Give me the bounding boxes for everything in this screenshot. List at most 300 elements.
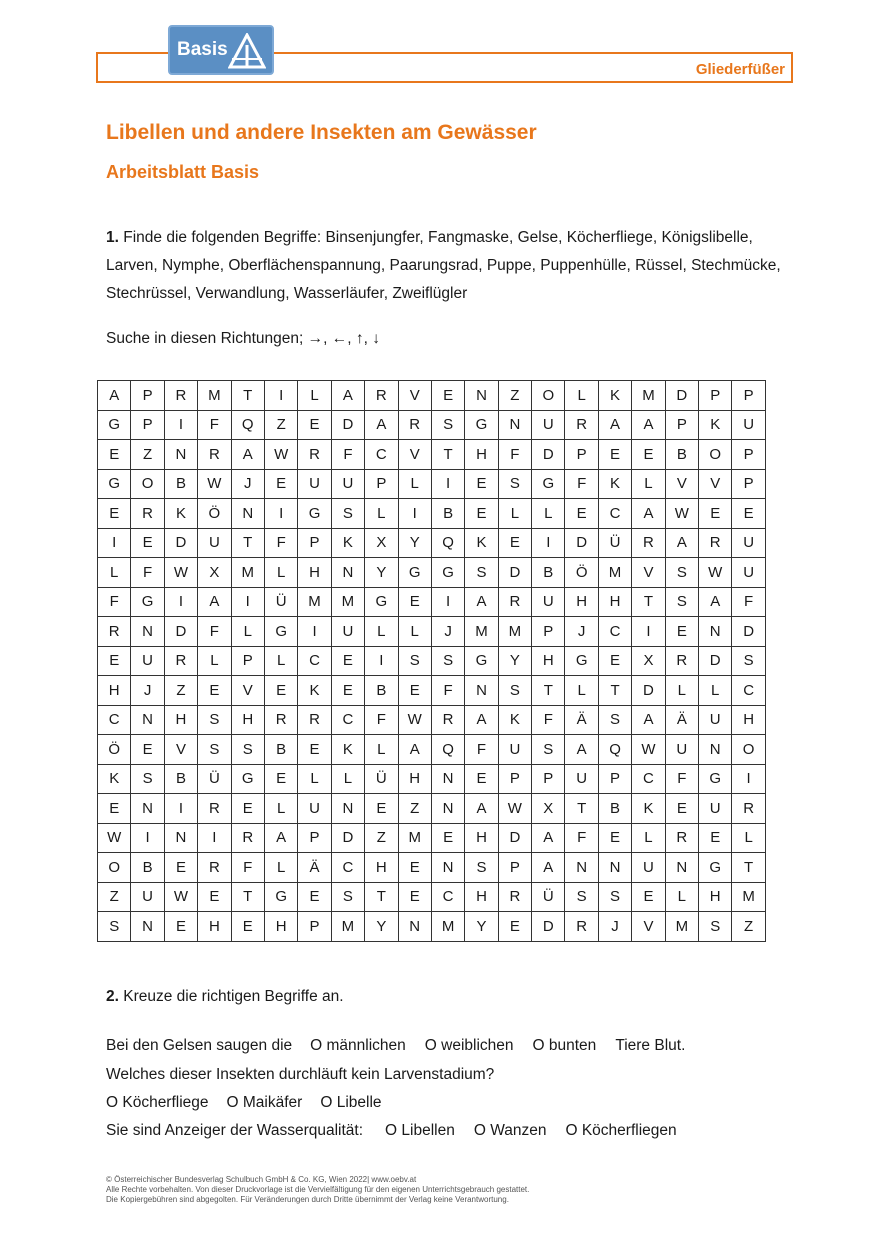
grid-cell[interactable]: S <box>431 646 464 676</box>
grid-cell[interactable]: A <box>665 528 698 558</box>
grid-cell[interactable]: F <box>198 617 231 647</box>
grid-cell[interactable]: G <box>365 587 398 617</box>
grid-cell[interactable]: N <box>465 676 498 706</box>
grid-cell[interactable]: U <box>565 764 598 794</box>
grid-cell[interactable]: M <box>632 381 665 411</box>
grid-cell[interactable]: P <box>665 410 698 440</box>
grid-cell[interactable]: T <box>365 882 398 912</box>
grid-cell[interactable]: E <box>431 823 464 853</box>
grid-cell[interactable]: A <box>699 587 732 617</box>
grid-cell[interactable]: R <box>164 381 197 411</box>
grid-cell[interactable]: G <box>565 646 598 676</box>
grid-cell[interactable]: H <box>264 912 297 942</box>
grid-cell[interactable]: M <box>665 912 698 942</box>
grid-cell[interactable]: P <box>598 764 631 794</box>
grid-cell[interactable]: E <box>598 646 631 676</box>
grid-cell[interactable]: L <box>532 499 565 529</box>
grid-cell[interactable]: I <box>431 469 464 499</box>
grid-cell[interactable]: I <box>365 646 398 676</box>
grid-cell[interactable]: N <box>131 705 164 735</box>
grid-cell[interactable]: A <box>532 853 565 883</box>
grid-cell[interactable]: N <box>498 410 531 440</box>
grid-cell[interactable]: N <box>398 912 431 942</box>
grid-cell[interactable]: R <box>565 912 598 942</box>
grid-cell[interactable]: E <box>298 735 331 765</box>
grid-cell[interactable]: G <box>431 558 464 588</box>
grid-cell[interactable]: T <box>231 882 264 912</box>
grid-cell[interactable]: F <box>565 469 598 499</box>
grid-cell[interactable]: K <box>164 499 197 529</box>
grid-cell[interactable]: E <box>398 676 431 706</box>
grid-cell[interactable]: X <box>365 528 398 558</box>
grid-cell[interactable]: P <box>565 440 598 470</box>
grid-cell[interactable]: R <box>431 705 464 735</box>
grid-cell[interactable]: E <box>632 882 665 912</box>
grid-cell[interactable]: A <box>565 735 598 765</box>
grid-cell[interactable]: S <box>598 705 631 735</box>
grid-cell[interactable]: Ü <box>198 764 231 794</box>
grid-cell[interactable]: U <box>198 528 231 558</box>
grid-cell[interactable]: H <box>732 705 765 735</box>
grid-cell[interactable]: E <box>665 617 698 647</box>
grid-cell[interactable]: L <box>699 676 732 706</box>
grid-cell[interactable]: N <box>598 853 631 883</box>
grid-cell[interactable]: D <box>331 410 364 440</box>
grid-cell[interactable]: F <box>431 676 464 706</box>
grid-cell[interactable]: X <box>532 794 565 824</box>
grid-cell[interactable]: K <box>498 705 531 735</box>
grid-cell[interactable]: P <box>732 440 765 470</box>
grid-cell[interactable]: P <box>298 823 331 853</box>
grid-cell[interactable]: C <box>598 499 631 529</box>
grid-cell[interactable]: N <box>565 853 598 883</box>
grid-cell[interactable]: F <box>498 440 531 470</box>
grid-cell[interactable]: T <box>431 440 464 470</box>
grid-cell[interactable]: E <box>598 823 631 853</box>
grid-cell[interactable]: R <box>198 794 231 824</box>
grid-cell[interactable]: P <box>231 646 264 676</box>
grid-cell[interactable]: L <box>498 499 531 529</box>
grid-cell[interactable]: M <box>298 587 331 617</box>
grid-cell[interactable]: P <box>131 381 164 411</box>
grid-cell[interactable]: C <box>331 853 364 883</box>
grid-cell[interactable]: B <box>665 440 698 470</box>
grid-cell[interactable]: H <box>398 764 431 794</box>
grid-cell[interactable]: E <box>331 646 364 676</box>
grid-cell[interactable]: R <box>565 410 598 440</box>
grid-cell[interactable]: N <box>131 794 164 824</box>
grid-cell[interactable]: F <box>231 853 264 883</box>
grid-cell[interactable]: E <box>365 794 398 824</box>
grid-cell[interactable]: Z <box>264 410 297 440</box>
grid-cell[interactable]: L <box>231 617 264 647</box>
grid-cell[interactable]: E <box>431 381 464 411</box>
grid-cell[interactable]: Ö <box>198 499 231 529</box>
grid-cell[interactable]: W <box>699 558 732 588</box>
grid-cell[interactable]: R <box>298 705 331 735</box>
grid-cell[interactable]: O <box>131 469 164 499</box>
grid-cell[interactable]: U <box>131 882 164 912</box>
grid-cell[interactable]: E <box>331 676 364 706</box>
grid-cell[interactable]: A <box>632 410 665 440</box>
grid-cell[interactable]: R <box>699 528 732 558</box>
option-maennlichen[interactable]: O männlichen <box>310 1037 406 1054</box>
grid-cell[interactable]: R <box>498 882 531 912</box>
grid-cell[interactable]: B <box>264 735 297 765</box>
grid-cell[interactable]: U <box>331 617 364 647</box>
grid-cell[interactable]: Y <box>498 646 531 676</box>
grid-cell[interactable]: N <box>164 440 197 470</box>
grid-cell[interactable]: G <box>465 410 498 440</box>
grid-cell[interactable]: N <box>331 558 364 588</box>
grid-cell[interactable]: U <box>699 705 732 735</box>
grid-cell[interactable]: E <box>231 794 264 824</box>
grid-cell[interactable]: B <box>164 469 197 499</box>
grid-cell[interactable]: Z <box>732 912 765 942</box>
grid-cell[interactable]: V <box>632 912 665 942</box>
grid-cell[interactable]: Ü <box>532 882 565 912</box>
grid-cell[interactable]: W <box>164 882 197 912</box>
grid-cell[interactable]: H <box>598 587 631 617</box>
grid-cell[interactable]: Z <box>164 676 197 706</box>
grid-cell[interactable]: Ü <box>264 587 297 617</box>
grid-cell[interactable]: P <box>498 853 531 883</box>
grid-cell[interactable]: G <box>398 558 431 588</box>
grid-cell[interactable]: F <box>131 558 164 588</box>
grid-cell[interactable]: I <box>164 410 197 440</box>
grid-cell[interactable]: J <box>131 676 164 706</box>
grid-cell[interactable]: E <box>465 499 498 529</box>
grid-cell[interactable]: W <box>198 469 231 499</box>
grid-cell[interactable]: S <box>331 499 364 529</box>
grid-cell[interactable]: C <box>732 676 765 706</box>
grid-cell[interactable]: L <box>398 469 431 499</box>
grid-cell[interactable]: Z <box>98 882 131 912</box>
grid-cell[interactable]: L <box>565 676 598 706</box>
grid-cell[interactable]: S <box>198 705 231 735</box>
grid-cell[interactable]: Z <box>365 823 398 853</box>
grid-cell[interactable]: L <box>264 646 297 676</box>
grid-cell[interactable]: Ö <box>98 735 131 765</box>
grid-cell[interactable]: E <box>298 882 331 912</box>
grid-cell[interactable]: E <box>498 912 531 942</box>
grid-cell[interactable]: Z <box>498 381 531 411</box>
grid-cell[interactable]: G <box>131 587 164 617</box>
grid-cell[interactable]: P <box>365 469 398 499</box>
grid-cell[interactable]: U <box>298 794 331 824</box>
grid-cell[interactable]: U <box>732 528 765 558</box>
grid-cell[interactable]: H <box>164 705 197 735</box>
grid-cell[interactable]: R <box>732 794 765 824</box>
grid-cell[interactable]: W <box>632 735 665 765</box>
option-koecherfliegen[interactable]: O Köcherfliegen <box>565 1122 677 1139</box>
grid-cell[interactable]: K <box>465 528 498 558</box>
grid-cell[interactable]: S <box>699 912 732 942</box>
grid-cell[interactable]: K <box>699 410 732 440</box>
grid-cell[interactable]: S <box>498 676 531 706</box>
grid-cell[interactable]: A <box>598 410 631 440</box>
grid-cell[interactable]: U <box>532 410 565 440</box>
grid-cell[interactable]: S <box>465 853 498 883</box>
grid-cell[interactable]: B <box>532 558 565 588</box>
grid-cell[interactable]: E <box>264 469 297 499</box>
grid-cell[interactable]: G <box>699 853 732 883</box>
grid-cell[interactable]: U <box>665 735 698 765</box>
grid-cell[interactable]: J <box>598 912 631 942</box>
grid-cell[interactable]: N <box>431 794 464 824</box>
grid-cell[interactable]: S <box>732 646 765 676</box>
grid-cell[interactable]: M <box>331 912 364 942</box>
grid-cell[interactable]: S <box>532 735 565 765</box>
grid-cell[interactable]: E <box>131 528 164 558</box>
grid-cell[interactable]: D <box>665 381 698 411</box>
grid-cell[interactable]: F <box>465 735 498 765</box>
grid-cell[interactable]: E <box>98 440 131 470</box>
grid-cell[interactable]: U <box>331 469 364 499</box>
grid-cell[interactable]: R <box>164 646 197 676</box>
grid-cell[interactable]: H <box>365 853 398 883</box>
grid-cell[interactable]: F <box>565 823 598 853</box>
grid-cell[interactable]: N <box>131 617 164 647</box>
grid-cell[interactable]: A <box>231 440 264 470</box>
grid-cell[interactable]: E <box>465 469 498 499</box>
grid-cell[interactable]: E <box>398 882 431 912</box>
grid-cell[interactable]: F <box>365 705 398 735</box>
grid-cell[interactable]: O <box>732 735 765 765</box>
grid-cell[interactable]: M <box>198 381 231 411</box>
grid-cell[interactable]: P <box>131 410 164 440</box>
grid-cell[interactable]: V <box>632 558 665 588</box>
grid-cell[interactable]: L <box>565 381 598 411</box>
grid-cell[interactable]: R <box>365 381 398 411</box>
grid-cell[interactable]: A <box>331 381 364 411</box>
grid-cell[interactable]: L <box>365 735 398 765</box>
grid-cell[interactable]: Ü <box>365 764 398 794</box>
grid-cell[interactable]: A <box>98 381 131 411</box>
grid-cell[interactable]: B <box>431 499 464 529</box>
grid-cell[interactable]: K <box>598 469 631 499</box>
grid-cell[interactable]: I <box>264 499 297 529</box>
grid-cell[interactable]: L <box>264 794 297 824</box>
option-weiblichen[interactable]: O weiblichen <box>424 1037 514 1054</box>
grid-cell[interactable]: P <box>699 381 732 411</box>
grid-cell[interactable]: N <box>699 617 732 647</box>
grid-cell[interactable]: L <box>665 676 698 706</box>
grid-cell[interactable]: H <box>465 882 498 912</box>
grid-cell[interactable]: R <box>198 853 231 883</box>
grid-cell[interactable]: K <box>331 735 364 765</box>
grid-cell[interactable]: R <box>298 440 331 470</box>
grid-cell[interactable]: E <box>565 499 598 529</box>
grid-cell[interactable]: N <box>665 853 698 883</box>
grid-cell[interactable]: D <box>164 617 197 647</box>
grid-cell[interactable]: D <box>331 823 364 853</box>
grid-cell[interactable]: E <box>98 499 131 529</box>
grid-cell[interactable]: C <box>98 705 131 735</box>
grid-cell[interactable]: H <box>532 646 565 676</box>
grid-cell[interactable]: S <box>498 469 531 499</box>
grid-cell[interactable]: I <box>131 823 164 853</box>
grid-cell[interactable]: P <box>498 764 531 794</box>
grid-cell[interactable]: L <box>732 823 765 853</box>
grid-cell[interactable]: E <box>164 912 197 942</box>
grid-cell[interactable]: G <box>231 764 264 794</box>
grid-cell[interactable]: I <box>164 587 197 617</box>
grid-cell[interactable]: G <box>699 764 732 794</box>
grid-cell[interactable]: N <box>131 912 164 942</box>
grid-cell[interactable]: C <box>365 440 398 470</box>
grid-cell[interactable]: Q <box>598 735 631 765</box>
grid-cell[interactable]: S <box>398 646 431 676</box>
grid-cell[interactable]: X <box>632 646 665 676</box>
grid-cell[interactable]: L <box>632 823 665 853</box>
grid-cell[interactable]: R <box>98 617 131 647</box>
grid-cell[interactable]: S <box>198 735 231 765</box>
grid-cell[interactable]: U <box>632 853 665 883</box>
grid-cell[interactable]: U <box>298 469 331 499</box>
grid-cell[interactable]: E <box>198 882 231 912</box>
grid-cell[interactable]: M <box>598 558 631 588</box>
grid-cell[interactable]: G <box>264 617 297 647</box>
grid-cell[interactable]: D <box>532 912 565 942</box>
grid-cell[interactable]: T <box>532 676 565 706</box>
grid-cell[interactable]: F <box>331 440 364 470</box>
grid-cell[interactable]: G <box>298 499 331 529</box>
grid-cell[interactable]: H <box>231 705 264 735</box>
grid-cell[interactable]: I <box>164 794 197 824</box>
grid-cell[interactable]: E <box>131 735 164 765</box>
grid-cell[interactable]: R <box>131 499 164 529</box>
grid-cell[interactable]: R <box>665 823 698 853</box>
grid-cell[interactable]: F <box>532 705 565 735</box>
grid-cell[interactable]: J <box>565 617 598 647</box>
grid-cell[interactable]: I <box>398 499 431 529</box>
grid-cell[interactable]: A <box>198 587 231 617</box>
grid-cell[interactable]: U <box>131 646 164 676</box>
grid-cell[interactable]: S <box>465 558 498 588</box>
grid-cell[interactable]: F <box>732 587 765 617</box>
grid-cell[interactable]: W <box>665 499 698 529</box>
grid-cell[interactable]: H <box>699 882 732 912</box>
grid-cell[interactable]: F <box>98 587 131 617</box>
grid-cell[interactable]: Z <box>398 794 431 824</box>
grid-cell[interactable]: N <box>164 823 197 853</box>
grid-cell[interactable]: H <box>565 587 598 617</box>
grid-cell[interactable]: E <box>665 794 698 824</box>
grid-cell[interactable]: V <box>665 469 698 499</box>
grid-cell[interactable]: I <box>198 823 231 853</box>
grid-cell[interactable]: V <box>699 469 732 499</box>
grid-cell[interactable]: V <box>398 440 431 470</box>
grid-cell[interactable]: A <box>264 823 297 853</box>
grid-cell[interactable]: I <box>632 617 665 647</box>
grid-cell[interactable]: D <box>732 617 765 647</box>
grid-cell[interactable]: P <box>532 764 565 794</box>
grid-cell[interactable]: N <box>231 499 264 529</box>
grid-cell[interactable]: O <box>98 853 131 883</box>
grid-cell[interactable]: S <box>231 735 264 765</box>
grid-cell[interactable]: K <box>632 794 665 824</box>
option-libelle[interactable]: O Libelle <box>320 1094 382 1111</box>
grid-cell[interactable]: N <box>431 853 464 883</box>
grid-cell[interactable]: Q <box>231 410 264 440</box>
grid-cell[interactable]: G <box>264 882 297 912</box>
grid-cell[interactable]: R <box>264 705 297 735</box>
grid-cell[interactable]: A <box>465 705 498 735</box>
option-libellen[interactable]: O Libellen <box>385 1122 455 1139</box>
grid-cell[interactable]: A <box>465 794 498 824</box>
grid-cell[interactable]: Q <box>431 735 464 765</box>
grid-cell[interactable]: W <box>264 440 297 470</box>
grid-cell[interactable]: I <box>732 764 765 794</box>
grid-cell[interactable]: M <box>732 882 765 912</box>
grid-cell[interactable]: T <box>231 381 264 411</box>
option-bunten[interactable]: O bunten <box>532 1037 597 1054</box>
grid-cell[interactable]: D <box>632 676 665 706</box>
grid-cell[interactable]: P <box>298 528 331 558</box>
grid-cell[interactable]: S <box>665 558 698 588</box>
grid-cell[interactable]: B <box>164 764 197 794</box>
grid-cell[interactable]: E <box>498 528 531 558</box>
grid-cell[interactable]: S <box>431 410 464 440</box>
grid-cell[interactable]: L <box>398 617 431 647</box>
grid-cell[interactable]: R <box>231 823 264 853</box>
grid-cell[interactable]: V <box>231 676 264 706</box>
grid-cell[interactable]: Ä <box>665 705 698 735</box>
grid-cell[interactable]: P <box>532 617 565 647</box>
grid-cell[interactable]: L <box>198 646 231 676</box>
grid-cell[interactable]: Y <box>465 912 498 942</box>
grid-cell[interactable]: L <box>298 381 331 411</box>
grid-cell[interactable]: P <box>732 381 765 411</box>
grid-cell[interactable]: E <box>699 499 732 529</box>
grid-cell[interactable]: R <box>665 646 698 676</box>
grid-cell[interactable]: P <box>298 912 331 942</box>
grid-cell[interactable]: G <box>465 646 498 676</box>
grid-cell[interactable]: I <box>298 617 331 647</box>
grid-cell[interactable]: U <box>699 794 732 824</box>
grid-cell[interactable]: G <box>532 469 565 499</box>
grid-cell[interactable]: R <box>198 440 231 470</box>
grid-cell[interactable]: D <box>565 528 598 558</box>
grid-cell[interactable]: I <box>264 381 297 411</box>
grid-cell[interactable]: X <box>198 558 231 588</box>
grid-cell[interactable]: S <box>598 882 631 912</box>
grid-cell[interactable]: E <box>264 676 297 706</box>
grid-cell[interactable]: W <box>98 823 131 853</box>
grid-cell[interactable]: L <box>365 617 398 647</box>
grid-cell[interactable]: J <box>231 469 264 499</box>
grid-cell[interactable]: A <box>532 823 565 853</box>
grid-cell[interactable]: M <box>331 587 364 617</box>
grid-cell[interactable]: N <box>331 794 364 824</box>
grid-cell[interactable]: V <box>398 381 431 411</box>
option-wanzen[interactable]: O Wanzen <box>473 1122 547 1139</box>
grid-cell[interactable]: E <box>98 646 131 676</box>
grid-cell[interactable]: Y <box>365 912 398 942</box>
grid-cell[interactable]: E <box>699 823 732 853</box>
grid-cell[interactable]: K <box>298 676 331 706</box>
grid-cell[interactable]: I <box>98 528 131 558</box>
grid-cell[interactable]: E <box>732 499 765 529</box>
grid-cell[interactable]: A <box>365 410 398 440</box>
grid-cell[interactable]: T <box>231 528 264 558</box>
grid-cell[interactable]: Z <box>131 440 164 470</box>
grid-cell[interactable]: C <box>632 764 665 794</box>
grid-cell[interactable]: E <box>398 853 431 883</box>
grid-cell[interactable]: J <box>431 617 464 647</box>
grid-cell[interactable]: W <box>498 794 531 824</box>
